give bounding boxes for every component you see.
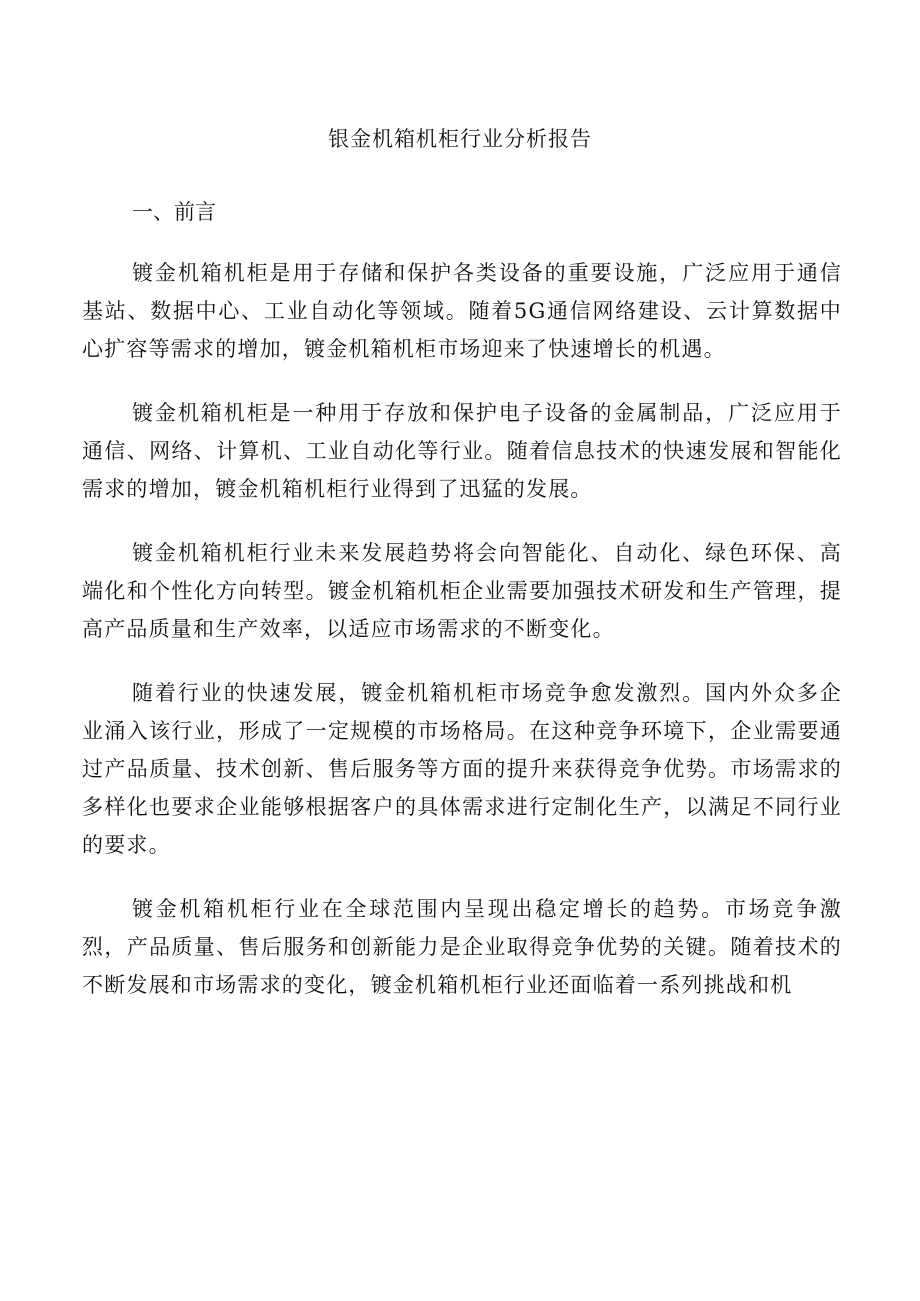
paragraph: 镀金机箱机柜行业未来发展趋势将会向智能化、自动化、绿色环保、高端化和个性化方向转型。镀金机箱机柜企业需要加强技术研发和生产管理，提高产品质量和生产效率，以适应市场需求的不断变化。 <box>82 541 842 641</box>
paragraph: 镀金机箱机柜是用于存储和保护各类设备的重要设施，广泛应用于通信基站、数据中心、工业自动化等领域。随着5G通信网络建设、云计算数据中心扩容等需求的增加，镀金机箱机柜市场迎来了快速增长的机遇。 <box>82 261 842 361</box>
document-title: 银金机箱机柜行业分析报告 <box>328 127 592 151</box>
paragraph: 镀金机箱机柜是一种用于存放和保护电子设备的金属制品，广泛应用于通信、网络、计算机、工业自动化等行业。随着信息技术的快速发展和智能化需求的增加，镀金机箱机柜行业得到了迅猛的发展。 <box>82 401 842 501</box>
section-heading-preface: 一、前言 <box>132 200 216 224</box>
paragraph: 镀金机箱机柜行业在全球范围内呈现出稳定增长的趋势。市场竞争激烈，产品质量、售后服务和创新能力是企业取得竞争优势的关键。随着技术的不断发展和市场需求的变化，镀金机箱机柜行业还面临着一系列挑战和机 <box>82 897 842 997</box>
document-body <box>82 254 842 1030</box>
paragraph: 随着行业的快速发展，镀金机箱机柜市场竞争愈发激烈。国内外众多企业涌入该行业，形成了一定规模的市场格局。在这种竞争环境下，企业需要通过产品质量、技术创新、售后服务等方面的提升来获得竞争优势。市场需求的多样化也要求企业能够根据客户的具体需求进行定制化生产，以满足不同行业的要求。 <box>82 681 842 857</box>
